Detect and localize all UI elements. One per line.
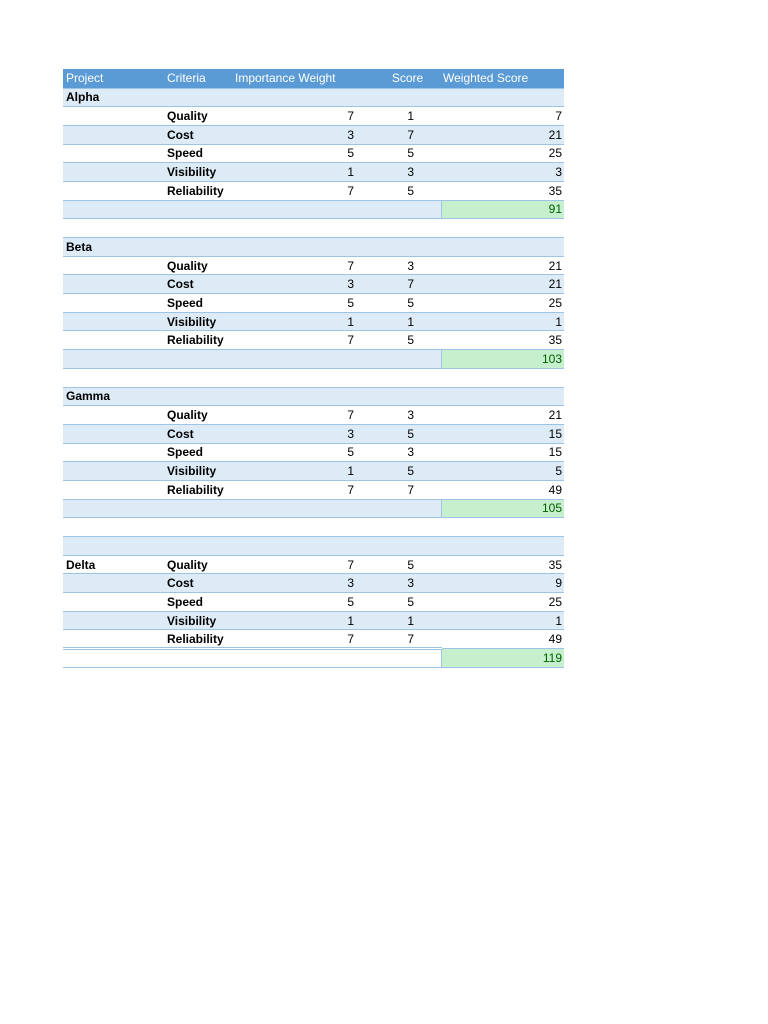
weighted-score-cell[interactable]: 49: [441, 480, 564, 499]
table-row: [63, 312, 564, 331]
empty-cell[interactable]: [164, 649, 233, 668]
weighted-score-cell[interactable]: 35: [441, 555, 564, 574]
weighted-score-cell[interactable]: 3: [441, 163, 564, 182]
weighted-score-cell[interactable]: 9: [441, 574, 564, 593]
spacer-row: [63, 219, 564, 238]
empty-cell[interactable]: [63, 125, 164, 144]
table-row: [63, 480, 564, 499]
total-score-cell[interactable]: 103: [441, 350, 564, 369]
empty-cell[interactable]: [441, 518, 564, 537]
empty-cell[interactable]: [374, 499, 441, 518]
criteria-cell[interactable]: Cost: [164, 125, 233, 144]
project-name-cell[interactable]: Alpha: [63, 88, 164, 107]
score-cell[interactable]: 7: [374, 275, 441, 294]
empty-cell[interactable]: [164, 368, 233, 387]
weighted-score-cell[interactable]: 21: [441, 406, 564, 425]
table-row: [63, 275, 564, 294]
score-cell[interactable]: 5: [374, 593, 441, 612]
empty-cell[interactable]: [63, 480, 164, 499]
total-row: [63, 350, 564, 369]
empty-cell[interactable]: [441, 219, 564, 238]
table-row: [63, 593, 564, 612]
empty-cell[interactable]: [374, 518, 441, 537]
empty-cell[interactable]: [63, 424, 164, 443]
score-cell[interactable]: 5: [374, 294, 441, 313]
weight-cell[interactable]: 1: [233, 462, 374, 481]
total-row: [63, 200, 564, 219]
table-row: [63, 630, 564, 649]
empty-cell[interactable]: [233, 88, 374, 107]
weight-cell[interactable]: 7: [233, 555, 374, 574]
criteria-cell[interactable]: Speed: [164, 593, 233, 612]
empty-cell[interactable]: [374, 200, 441, 219]
empty-cell[interactable]: [164, 350, 233, 369]
weight-cell[interactable]: 7: [233, 107, 374, 126]
weight-cell[interactable]: 5: [233, 593, 374, 612]
table-row: [63, 406, 564, 425]
spacer-row: [63, 368, 564, 387]
criteria-cell[interactable]: Reliability: [164, 630, 233, 649]
score-cell[interactable]: 7: [374, 480, 441, 499]
empty-cell[interactable]: [233, 368, 374, 387]
empty-cell[interactable]: [63, 611, 164, 630]
weighted-score-cell[interactable]: 21: [441, 275, 564, 294]
score-cell[interactable]: 5: [374, 462, 441, 481]
table-row: [63, 144, 564, 163]
empty-cell[interactable]: [374, 368, 441, 387]
weight-cell[interactable]: 1: [233, 312, 374, 331]
criteria-cell[interactable]: Visibility: [164, 163, 233, 182]
empty-cell[interactable]: [63, 630, 164, 649]
weighted-score-cell[interactable]: 1: [441, 312, 564, 331]
criteria-cell[interactable]: Cost: [164, 275, 233, 294]
criteria-cell[interactable]: Quality: [164, 256, 233, 275]
total-score-cell[interactable]: 119: [441, 649, 564, 668]
weighted-score-cell[interactable]: 35: [441, 181, 564, 200]
weighted-score-cell[interactable]: 7: [441, 107, 564, 126]
criteria-cell[interactable]: Visibility: [164, 312, 233, 331]
criteria-cell[interactable]: Visibility: [164, 462, 233, 481]
project-group-beta: [63, 238, 564, 388]
score-cell[interactable]: 1: [374, 611, 441, 630]
criteria-cell[interactable]: Cost: [164, 574, 233, 593]
empty-cell[interactable]: [374, 219, 441, 238]
project-name-cell[interactable]: Beta: [63, 238, 164, 257]
empty-cell[interactable]: [63, 312, 164, 331]
table-row: [63, 107, 564, 126]
empty-cell[interactable]: [63, 256, 164, 275]
table-row: [63, 611, 564, 630]
empty-cell[interactable]: [233, 499, 374, 518]
empty-cell[interactable]: [164, 387, 233, 406]
criteria-cell[interactable]: Visibility: [164, 611, 233, 630]
weight-cell[interactable]: 5: [233, 294, 374, 313]
empty-cell[interactable]: [63, 368, 164, 387]
empty-cell[interactable]: [233, 518, 374, 537]
empty-cell[interactable]: [164, 518, 233, 537]
weighted-score-cell[interactable]: 21: [441, 256, 564, 275]
weight-cell[interactable]: 5: [233, 443, 374, 462]
criteria-cell[interactable]: Speed: [164, 294, 233, 313]
total-score-cell[interactable]: 91: [441, 200, 564, 219]
criteria-cell[interactable]: Quality: [164, 107, 233, 126]
spreadsheet: [63, 69, 564, 668]
score-cell[interactable]: 1: [374, 107, 441, 126]
header-project[interactable]: Project: [63, 69, 164, 88]
table-row: [63, 181, 564, 200]
empty-cell[interactable]: [233, 649, 374, 668]
weighted-score-table: [63, 69, 564, 668]
weighted-score-cell[interactable]: 1: [441, 611, 564, 630]
empty-cell[interactable]: [164, 537, 233, 556]
criteria-cell[interactable]: Cost: [164, 424, 233, 443]
criteria-cell[interactable]: Reliability: [164, 480, 233, 499]
project-name-cell[interactable]: Delta: [63, 555, 164, 574]
table-row: [63, 462, 564, 481]
project-name-cell[interactable]: Gamma: [63, 387, 164, 406]
score-cell[interactable]: 5: [374, 424, 441, 443]
score-cell[interactable]: 7: [374, 125, 441, 144]
table-row: [63, 294, 564, 313]
empty-cell[interactable]: [63, 649, 164, 668]
table-row: [63, 443, 564, 462]
empty-cell[interactable]: [164, 200, 233, 219]
empty-cell[interactable]: [374, 350, 441, 369]
spacer-row: [63, 537, 564, 556]
weighted-score-cell[interactable]: 21: [441, 125, 564, 144]
empty-cell[interactable]: [63, 200, 164, 219]
header-weighted-score[interactable]: Weighted Score: [441, 69, 564, 88]
weight-cell[interactable]: 1: [233, 611, 374, 630]
score-cell[interactable]: 5: [374, 555, 441, 574]
header-criteria[interactable]: Criteria: [164, 69, 233, 88]
score-cell[interactable]: 3: [374, 406, 441, 425]
project-group-gamma: [63, 387, 564, 555]
score-cell[interactable]: 3: [374, 574, 441, 593]
criteria-cell[interactable]: Quality: [164, 406, 233, 425]
project-row: [63, 238, 564, 257]
table-row: [63, 555, 564, 574]
weighted-score-cell[interactable]: 35: [441, 331, 564, 350]
empty-cell[interactable]: [63, 107, 164, 126]
empty-cell[interactable]: [63, 350, 164, 369]
empty-cell[interactable]: [164, 219, 233, 238]
weighted-score-cell[interactable]: 5: [441, 462, 564, 481]
header-row: [63, 69, 564, 88]
empty-cell[interactable]: [63, 462, 164, 481]
empty-cell[interactable]: [374, 537, 441, 556]
weight-cell[interactable]: 7: [233, 181, 374, 200]
empty-cell[interactable]: [63, 294, 164, 313]
header-score[interactable]: Score: [374, 69, 441, 88]
empty-cell[interactable]: [63, 574, 164, 593]
criteria-cell[interactable]: Reliability: [164, 331, 233, 350]
empty-cell[interactable]: [233, 200, 374, 219]
empty-cell[interactable]: [63, 593, 164, 612]
empty-cell[interactable]: [63, 443, 164, 462]
empty-cell[interactable]: [233, 537, 374, 556]
empty-cell[interactable]: [374, 88, 441, 107]
weight-cell[interactable]: 1: [233, 163, 374, 182]
weight-cell[interactable]: 7: [233, 480, 374, 499]
weighted-score-cell[interactable]: 15: [441, 443, 564, 462]
empty-cell[interactable]: [63, 331, 164, 350]
table-row: [63, 163, 564, 182]
empty-cell[interactable]: [233, 387, 374, 406]
weighted-score-cell[interactable]: 49: [441, 630, 564, 649]
empty-cell[interactable]: [164, 238, 233, 257]
weight-cell[interactable]: 7: [233, 630, 374, 649]
score-cell[interactable]: 7: [374, 630, 441, 649]
weighted-score-cell[interactable]: 15: [441, 424, 564, 443]
weight-cell[interactable]: 7: [233, 331, 374, 350]
empty-cell[interactable]: [441, 537, 564, 556]
weight-cell[interactable]: 7: [233, 256, 374, 275]
empty-cell[interactable]: [441, 387, 564, 406]
empty-cell[interactable]: [164, 88, 233, 107]
empty-cell[interactable]: [63, 537, 164, 556]
score-cell[interactable]: 5: [374, 331, 441, 350]
empty-cell[interactable]: [374, 649, 441, 668]
empty-cell[interactable]: [374, 238, 441, 257]
empty-cell[interactable]: [441, 238, 564, 257]
project-row: [63, 387, 564, 406]
score-cell[interactable]: 3: [374, 256, 441, 275]
project-group-alpha: [63, 88, 564, 238]
score-cell[interactable]: 3: [374, 443, 441, 462]
score-cell[interactable]: 1: [374, 312, 441, 331]
weight-cell[interactable]: 3: [233, 125, 374, 144]
empty-cell[interactable]: [441, 368, 564, 387]
empty-cell[interactable]: [63, 499, 164, 518]
empty-cell[interactable]: [63, 518, 164, 537]
weight-cell[interactable]: 7: [233, 406, 374, 425]
weighted-score-cell[interactable]: 25: [441, 294, 564, 313]
total-score-cell[interactable]: 105: [441, 499, 564, 518]
weight-cell[interactable]: 3: [233, 275, 374, 294]
criteria-cell[interactable]: Reliability: [164, 181, 233, 200]
empty-cell[interactable]: [233, 350, 374, 369]
score-cell[interactable]: 5: [374, 181, 441, 200]
table-row: [63, 574, 564, 593]
empty-cell[interactable]: [63, 181, 164, 200]
spacer-row: [63, 518, 564, 537]
empty-cell[interactable]: [233, 219, 374, 238]
criteria-cell[interactable]: Speed: [164, 443, 233, 462]
total-row: [63, 499, 564, 518]
empty-cell[interactable]: [63, 275, 164, 294]
table-row: [63, 424, 564, 443]
table-row: [63, 256, 564, 275]
weighted-score-cell[interactable]: 25: [441, 593, 564, 612]
total-row: [63, 649, 564, 668]
weight-cell[interactable]: 3: [233, 574, 374, 593]
criteria-cell[interactable]: Speed: [164, 144, 233, 163]
empty-cell[interactable]: [63, 144, 164, 163]
project-row: [63, 88, 564, 107]
empty-cell[interactable]: [63, 163, 164, 182]
score-cell[interactable]: 3: [374, 163, 441, 182]
empty-cell[interactable]: [441, 88, 564, 107]
empty-cell[interactable]: [63, 406, 164, 425]
empty-cell[interactable]: [374, 387, 441, 406]
empty-cell[interactable]: [63, 219, 164, 238]
table-row: [63, 125, 564, 144]
empty-cell[interactable]: [164, 499, 233, 518]
weight-cell[interactable]: 3: [233, 424, 374, 443]
weighted-score-cell[interactable]: 25: [441, 144, 564, 163]
criteria-cell[interactable]: Quality: [164, 555, 233, 574]
header-importance-weight[interactable]: Importance Weight: [233, 69, 374, 88]
empty-cell[interactable]: [233, 238, 374, 257]
weight-cell[interactable]: 5: [233, 144, 374, 163]
project-group-delta: [63, 555, 564, 667]
score-cell[interactable]: 5: [374, 144, 441, 163]
table-row: [63, 331, 564, 350]
